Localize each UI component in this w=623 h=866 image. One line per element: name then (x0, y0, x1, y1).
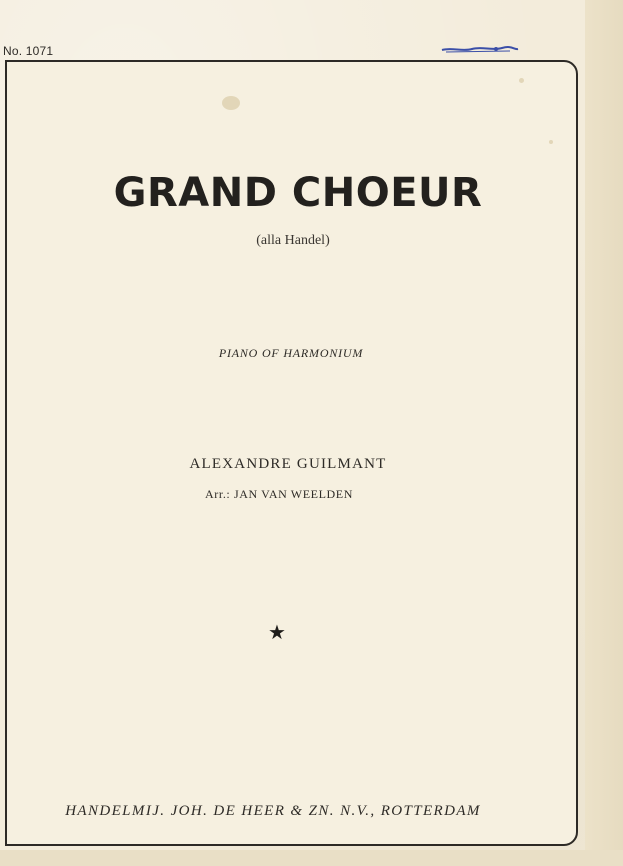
arranger-credit: Arr.: JAN VAN WEELDEN (205, 487, 353, 501)
stain-spot (222, 96, 240, 110)
star-icon: ★ (268, 620, 286, 644)
page-title: GRAND CHOEUR (113, 170, 483, 216)
composer-name: ALEXANDRE GUILMANT (189, 456, 387, 472)
page-edge-bottom (0, 850, 623, 866)
publisher-imprint: HANDELMIJ. JOH. DE HEER & ZN. N.V., ROTTERDAM (65, 803, 481, 819)
page-edge-right (585, 0, 623, 866)
catalog-number: No. 1071 (3, 44, 54, 58)
stain-spot (549, 140, 553, 144)
instrumentation: PIANO OF HARMONIUM (218, 346, 364, 360)
stain-spot (519, 78, 524, 83)
subtitle: (alla Handel) (256, 233, 330, 248)
ink-scribble-icon (440, 43, 520, 57)
